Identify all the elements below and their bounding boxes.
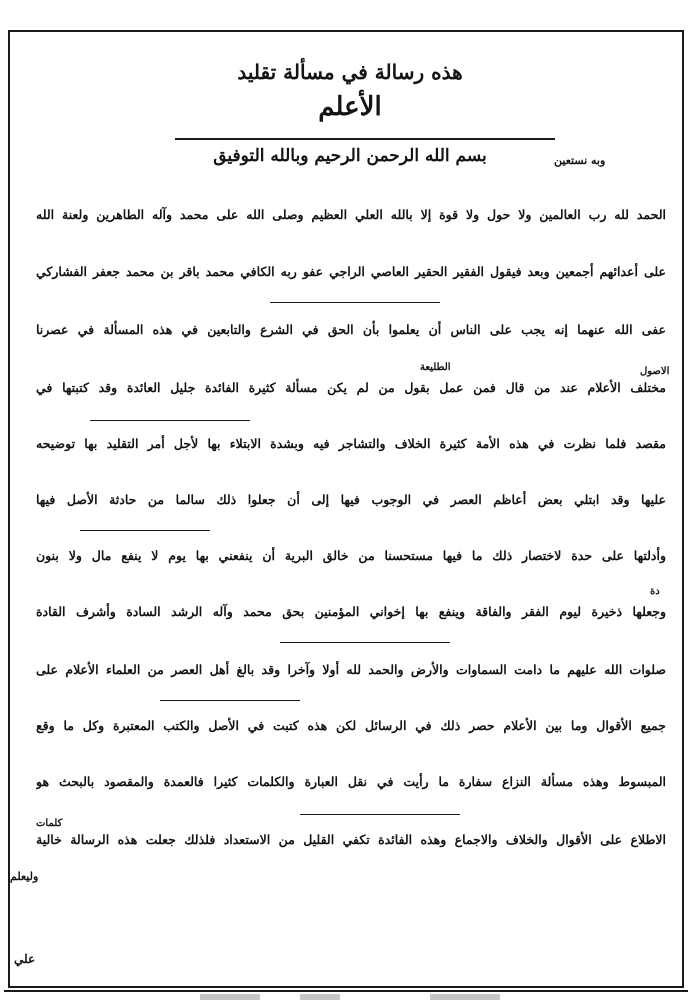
title-stroke [175,138,555,140]
manuscript-line-7: وأدلتها على حدة لاختصار ذلك ما فيها مستحسنا من خالق البرية أن ينفعني بها يوم لا ينفع مال ولا بنون [36,548,666,563]
manuscript-line-9: صلوات الله عليهم ما دامت السماوات والأرض والحمد لله أولا وآخرا وقد بالغ أهل العصر من العلماء الأعلام على [36,662,666,677]
overline-mark [270,302,440,303]
left-margin-note: وليعلم [10,870,39,883]
overline-mark [300,814,460,815]
manuscript-line-11: المبسوط وهذه مسألة النزاع سفارة ما رأيت في نقل العبارة والكلمات كثيرا فالعمدة والمقصود بالبحث هو [36,774,666,789]
manuscript-line-3: عفى الله عنهما إنه يجب على الناس أن يعلموا بأن الحق في الشرع والتابعين في هذه المسألة في عصرنا [36,322,666,337]
overline-mark [80,530,210,531]
scan-smudge [300,994,340,1000]
margin-note-above-line-12: كلمات [36,818,63,829]
bottom-corner-note: علي [14,952,36,966]
basmala: بسم الله الرحمن الرحيم وبالله التوفيق [213,146,487,166]
margin-note-right-line-8: دة [650,586,660,597]
overline-mark [90,420,250,421]
manuscript-line-4: مختلف الأعلام عند من قال فمن عمل بقول من لم يكن مسألة كثيرة الفائدة جليل العائدة وقد كتبتها في [36,380,666,395]
manuscript-line-2: على أعدائهم أجمعين وبعد فيقول الفقير الحقير العاصي الراجي عفو ربه الكافي محمد باقر بن محمد جعفر الفشاركي [36,264,666,279]
overline-mark [280,642,450,643]
manuscript-line-8: وجعلها ذخيرة ليوم الفقر والفاقة وينفع بها إخواني المؤمنين بحق محمد وآله الرشد السادة وأشرف القادة [36,604,666,619]
margin-note-above-line-4: الطليعة [420,362,451,373]
document-subtitle: الأعلم [318,92,382,122]
document-title: هذه رسالة في مسألة تقليد [237,60,463,84]
manuscript-line-1: الحمد لله رب العالمين ولا حول ولا قوة إلا بالله العلي العظيم وصلى الله على محمد وآله الطاهرين ولعنة الله [36,207,666,222]
overline-mark [160,700,300,701]
manuscript-line-5: مقصد فلما نظرت في هذه الأمة كثيرة الخلاف والتشاجر فيه وبشدة الابتلاء بها لأجل أمر التقليد بها توضيحه [36,436,666,451]
margin-note-right-line-4: الاصول [640,366,670,377]
manuscript-line-12: الاطلاع على الأقوال والخلاف والاجماع وهذه الفائدة تكفي القليل من الاستعداد فلذلك جعلت هذه الرسالة خالية [36,832,666,847]
basmala-prefix: وبه نستعين [554,154,606,167]
manuscript-line-6: عليها وقد ابتلي بعض أعاظم العصر في الوجوب فيها إلى أن جعلوا ذلك سالما من حادثة الأصل فيها [36,492,666,507]
outer-rule [4,990,688,992]
manuscript-line-10: جميع الأقوال وما بين الأعلام حصر ذلك في الرسائل لكن هذه كتبت في الأصل والكتب المعتبرة وكل ما وقع [36,718,666,733]
scan-smudge [430,994,500,1000]
scan-smudge [200,994,260,1000]
